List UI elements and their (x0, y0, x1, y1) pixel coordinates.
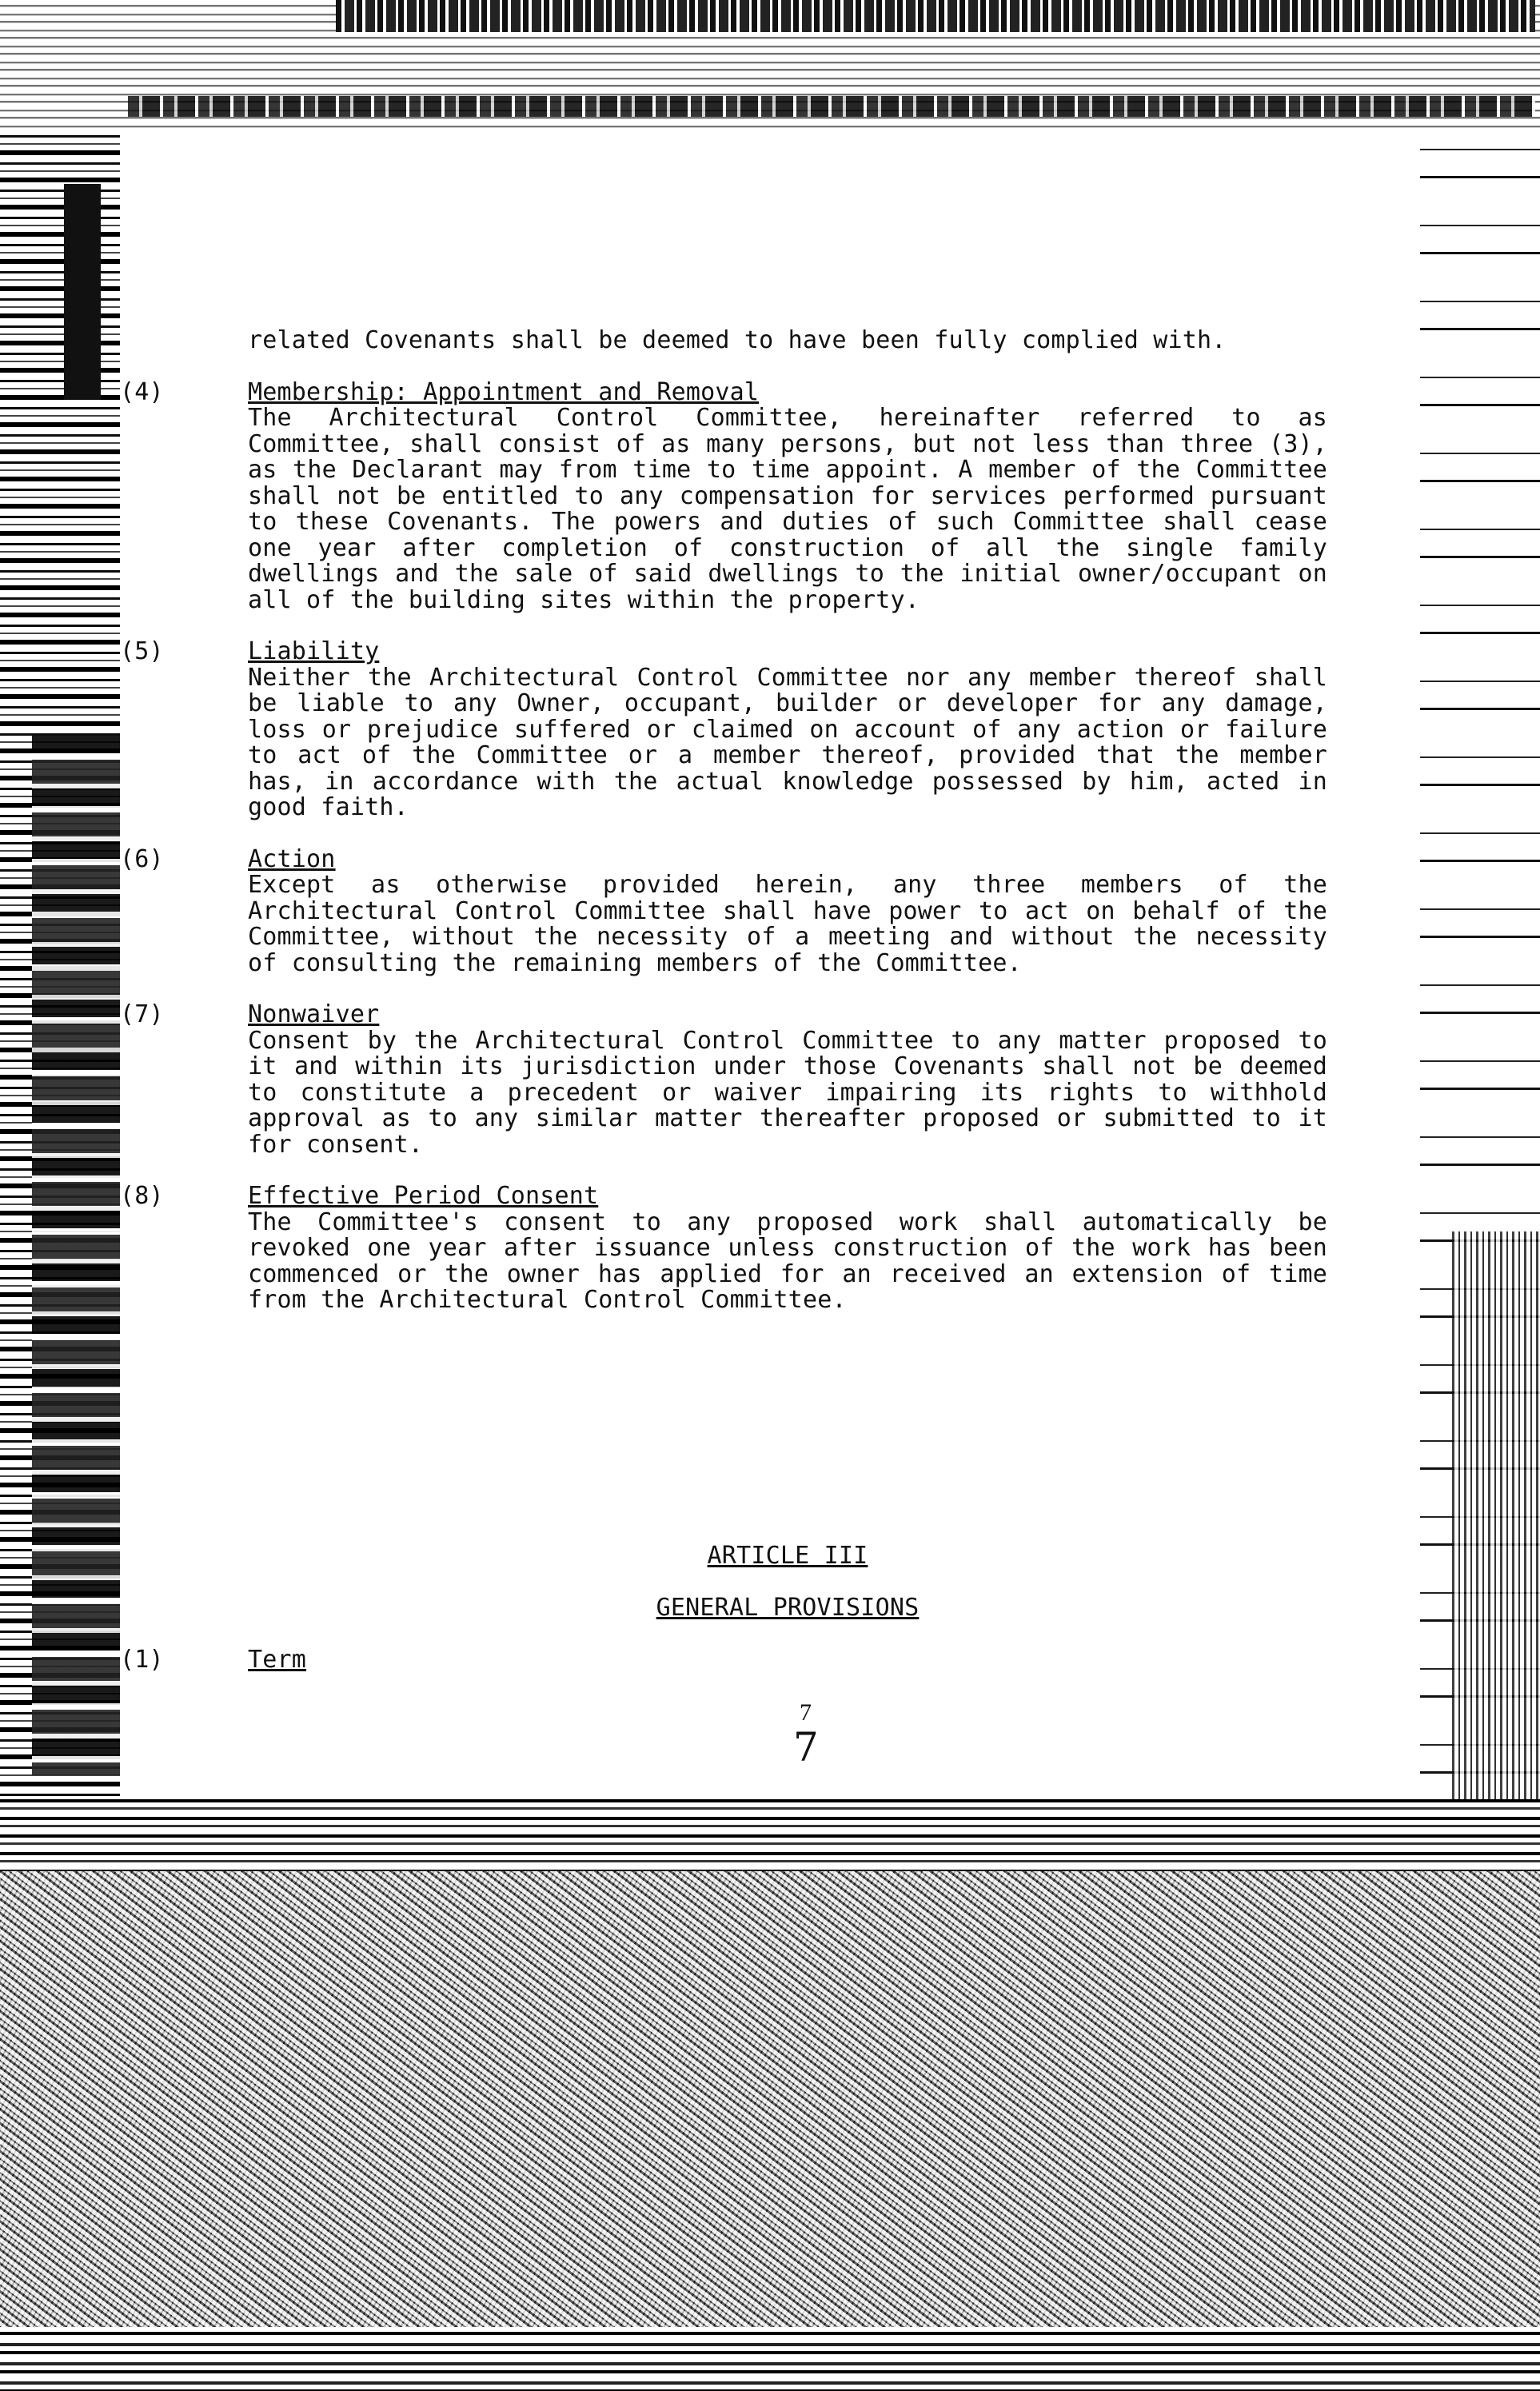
section-4 (120, 377, 1327, 614)
section-heading: Term (248, 1646, 307, 1674)
handwritten-page-mark: 7 (793, 1724, 819, 1770)
section-heading: Membership: Appointment and Removal (248, 377, 760, 406)
section-number: (8) (120, 1182, 164, 1210)
section-body: Neither the Architectural Control Committee nor any member thereof shall be liable to any Owner, occupant, builder or developer for any damage, loss or prejudice suffered or claimed on account of any action or failure to act of the Committee or a member thereof, provided that the member has, in accordance with the actual knowledge possessed by him, acted in good faith. (248, 663, 1327, 821)
section-5 (120, 637, 1327, 821)
section-6 (120, 844, 1327, 977)
scan-noise-top (0, 0, 1540, 128)
recording-stamp (64, 184, 101, 400)
scan-noise-bar (128, 96, 1535, 117)
article-title (248, 1543, 1327, 1570)
section-heading: Effective Period Consent (248, 1182, 599, 1210)
scan-noise-blocks (1452, 1231, 1540, 1807)
section-body: The Architectural Control Committee, hereinafter referred to as Committee, shall consist of as many persons, but not less than three (3), as the Declarant may from time to time appoint. A member of the Committee shall not be entitled to any compensation for services performed pursuant to these Covenants. The powers and duties of such Committee shall cease one year after completion of construction of all the single family dwellings and the sale of said dwellings to the initial owner/occupant on all of the building sites within the property. (248, 404, 1327, 614)
section-8 (120, 1182, 1327, 1314)
section-heading: Nonwaiver (248, 1000, 380, 1028)
section-body: Except as otherwise provided herein, any three members of the Architectural Control Committee shall have power to act on behalf of the Committee, without the necessity of a meeting and without the necessity of consulting the remaining members of the Committee. (248, 871, 1327, 977)
page-number: 7 (800, 1699, 812, 1726)
section-number: (7) (120, 1000, 164, 1028)
intro-paragraph (248, 328, 1327, 354)
document-body (120, 326, 1327, 1674)
section-number: (1) (120, 1646, 164, 1674)
scan-noise-bar (336, 0, 1535, 32)
scan-noise-lines (0, 1799, 1540, 1871)
article-title-text: ARTICLE III (707, 1542, 868, 1570)
section-number: (6) (120, 844, 164, 873)
section-body: Consent by the Architectural Control Committee to any matter proposed to it and within its jurisdiction under those Covenants shall not be deemed to constitute a precedent or waiver impairing its rights to withhold approval as to any similar matter thereafter proposed or submitted to it for consent. (248, 1026, 1327, 1159)
article-subtitle-text: GENERAL PROVISIONS (656, 1594, 920, 1622)
scan-noise-right-edge (1420, 128, 1540, 1799)
scan-noise-bottom (0, 1799, 1540, 2391)
paragraph-text: related Covenants shall be deemed to have been fully complied with. (248, 326, 1227, 354)
section-7 (120, 1000, 1327, 1159)
section-1-term (120, 1646, 1327, 1674)
section-number: (5) (120, 637, 164, 665)
scan-noise-blocks (32, 736, 120, 1775)
section-number: (4) (120, 377, 164, 406)
scan-noise-lines (0, 2327, 1540, 2391)
article-subtitle (248, 1595, 1327, 1622)
scan-noise-left-edge (0, 128, 120, 1799)
section-heading: Action (248, 844, 336, 873)
section-body: The Committee's consent to any proposed work shall automatically be revoked one year after issuance unless construction of the work has been commenced or the owner has applied for an received an extension of time from the Architectural Control Committee. (248, 1207, 1327, 1314)
section-heading: Liability (248, 637, 380, 665)
